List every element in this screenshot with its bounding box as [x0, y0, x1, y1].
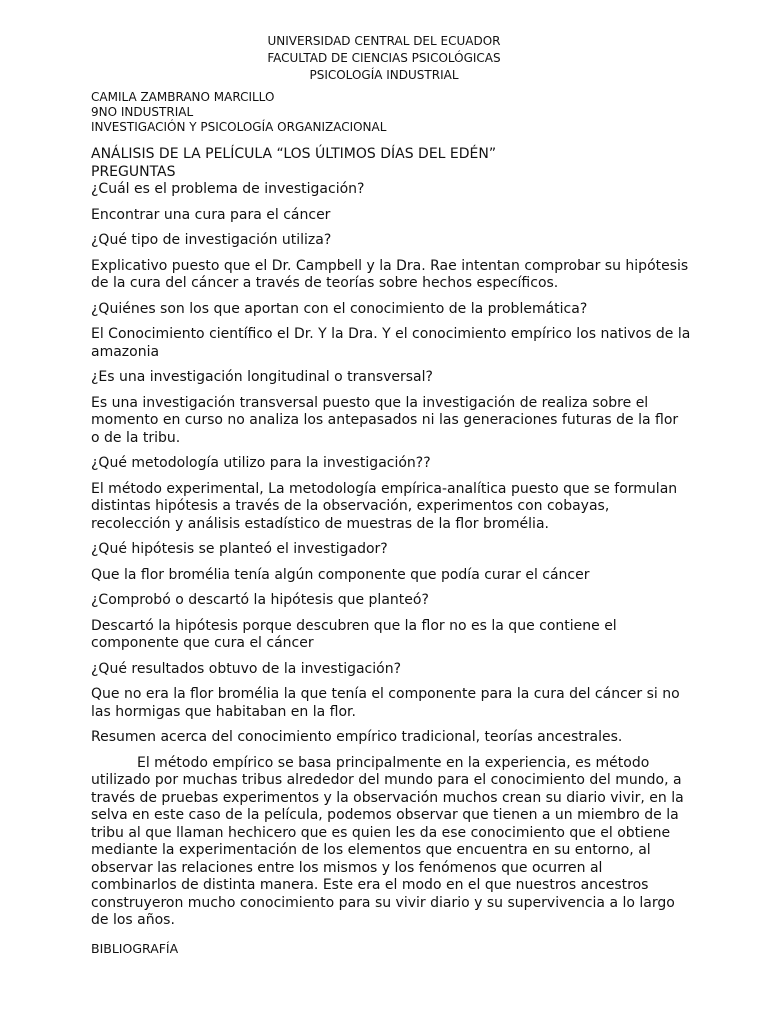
answer-1: Encontrar una cura para el cáncer [91, 206, 331, 223]
answer-8: Que no era la flor bromélia la que tenía el componente para la cura del cáncer si no las hormigas que habitaban en la flor. [91, 686, 680, 720]
author-info [91, 90, 386, 135]
answer-2: Explicativo puesto que el Dr. Campbell y la Dra. Rae intentan comprobar su hipótesis de la cura del cáncer a través de teorías sobre hechos específicos. [91, 257, 689, 291]
question-2: ¿Qué tipo de investigación utiliza? [91, 232, 332, 248]
program-name: PSICOLOGÍA INDUSTRIAL [309, 68, 459, 82]
question-4: ¿Es una investigación longitudinal o transversal? [91, 369, 433, 385]
question-6: ¿Qué hipótesis se planteó el investigador? [91, 541, 388, 557]
document-body [91, 146, 691, 965]
summary-body: El método empírico se basa principalmente en la experiencia, es método utilizado por muchas tribus alrededor del mundo para el conocimiento del mundo, a través de pruebas experimentos y la observación muchos crean su diario vivir, en la selva en este caso de la película, podemos observar que tienen a un miembro de la tribu al que llaman hechicero que es quien les da ese conocimiento que el obtiene mediante la experimentación de los elementos que encuentra en su entorno, al observar las relaciones entre los mismos y los fenómenos que ocurren al combinarlos de distinta manera. Este era el modo en el que nuestros ancestros construyeron mucho conocimiento para su vivir diario y su supervivencia a lo largo de los años. [91, 754, 684, 928]
faculty-name: FACULTAD DE CIENCIAS PSICOLÓGICAS [267, 51, 501, 65]
summary-heading: Resumen acerca del conocimiento empírico tradicional, teorías ancestrales. [91, 729, 623, 745]
author-name: CAMILA ZAMBRANO MARCILLO [91, 90, 275, 104]
university-name: UNIVERSIDAD CENTRAL DEL ECUADOR [267, 34, 501, 48]
answer-4: Es una investigación transversal puesto que la investigación de realiza sobre el momento en curso no analiza los antepasados ni las generaciones futuras de la flor o de la tribu. [91, 394, 679, 446]
answer-5: El método experimental, La metodología empírica-analítica puesto que se formulan distintas hipótesis a través de la observación, experimentos con cobayas, recolección y análisis estadístico de muestras de la flor bromélia. [91, 480, 678, 532]
question-5: ¿Qué metodología utilizo para la investigación?? [91, 455, 431, 471]
question-1: ¿Cuál es el problema de investigación? [91, 181, 365, 197]
bibliography-heading: BIBLIOGRAFÍA [91, 940, 179, 956]
answer-6: Que la flor bromélia tenía algún componente que podía curar el cáncer [91, 566, 590, 583]
author-semester: 9NO INDUSTRIAL [91, 105, 194, 119]
document-title: ANÁLISIS DE LA PELÍCULA “LOS ÚLTIMOS DÍAS DEL EDÉN” [91, 146, 497, 162]
question-3: ¿Quiénes son los que aportan con el conocimiento de la problemática? [91, 300, 588, 317]
answer-7: Descartó la hipótesis porque descubren que la flor no es la que contiene el componente que cura el cáncer [91, 617, 617, 651]
document-subtitle: PREGUNTAS [91, 163, 176, 180]
document-header [0, 33, 768, 84]
question-8: ¿Qué resultados obtuvo de la investigación? [91, 660, 402, 677]
question-7: ¿Comprobó o descartó la hipótesis que planteó? [91, 592, 429, 608]
course-name: INVESTIGACIÓN Y PSICOLOGÍA ORGANIZACIONAL [91, 120, 387, 134]
answer-3: El Conocimiento científico el Dr. Y la Dra. Y el conocimiento empírico los nativos de la amazonia [91, 326, 691, 360]
